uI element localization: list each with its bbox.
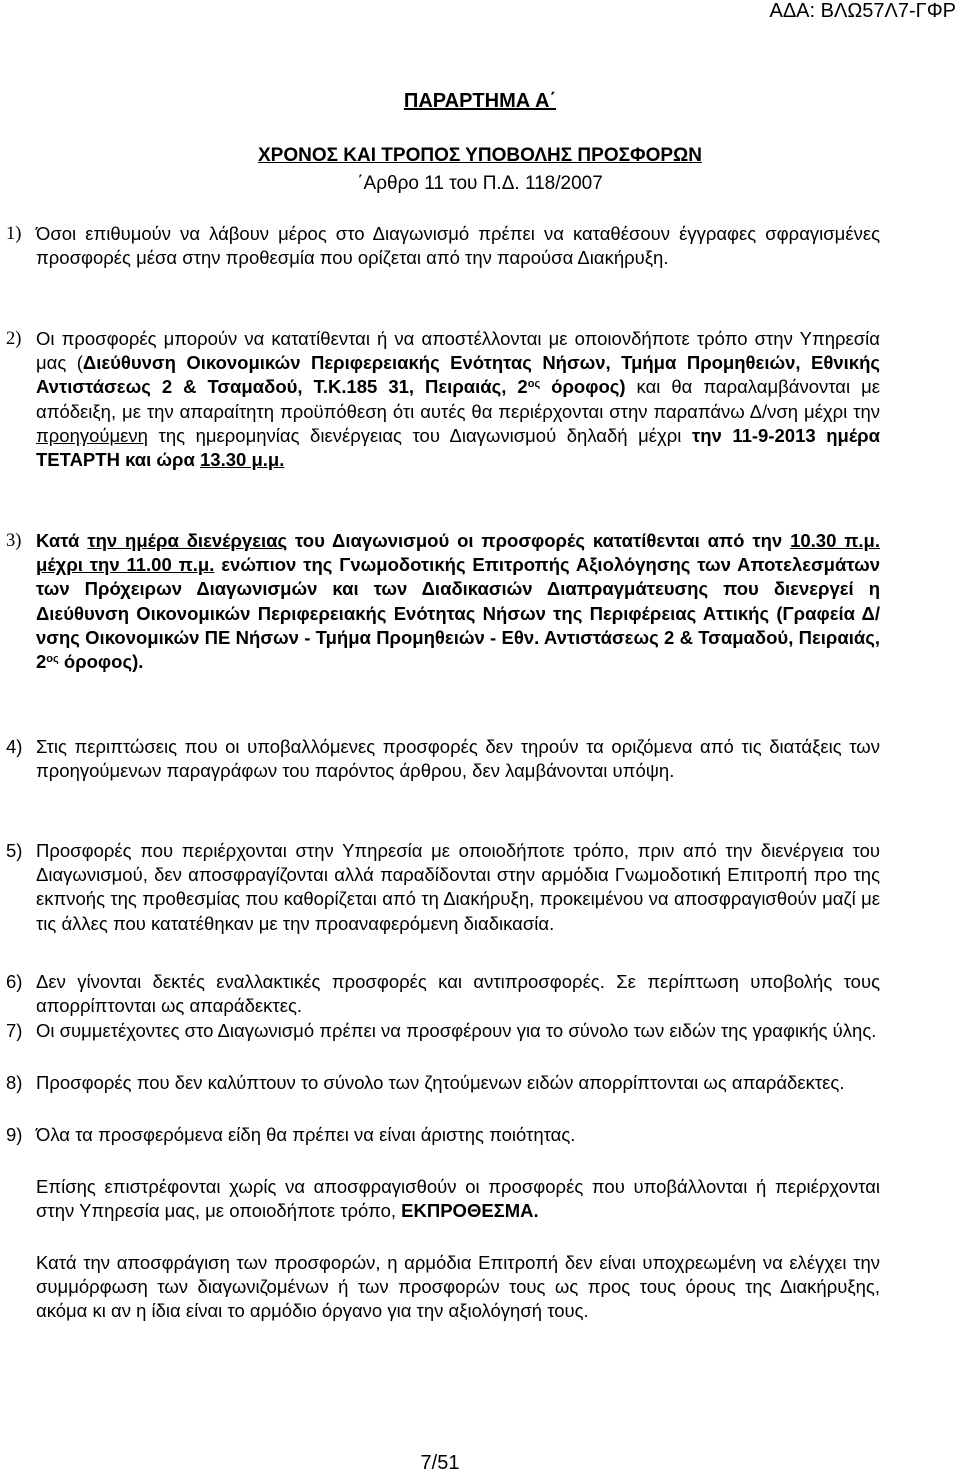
item-text: Όσοι επιθυμούν να λάβουν μέρος στο Διαγωνισμό πρέπει να καταθέσουν έγγραφες σφραγισμένες προσφορές μέσα στην προθεσμία που ορίζεται από την παρούσα Διακήρυξη. (36, 223, 880, 269)
ordinal-suffix: ος (46, 653, 59, 666)
item-number: 4) (6, 736, 23, 757)
item-text (36, 529, 880, 674)
item-text-part: Οι προσφορές μπορούν να κατατίθενται ή να αποστέλλονται με οποιονδήποτε τρόπο στην Υπηρεσία μας ( (36, 328, 880, 374)
annex-title: ΠΑΡΑΡΤΗΜΑ Α΄ (403, 90, 557, 112)
item-number: 2) (6, 329, 22, 349)
address-bold: Διεύθυνση Οικονομικών Περιφερειακής Ενότητας Νήσων, Τμήμα Προμηθειών, Εθνικής Αντιστάσεως 2 & Τσαμαδού, Τ.Κ.185 31, Πειραιάς, 2 (36, 352, 880, 398)
floor-bold: όροφος) (540, 376, 626, 398)
list-item-1 (6, 222, 880, 270)
item-text-part: και θα παραλαμβάνονται με απόδειξη, με την απαραίτητη προϋπόθεση ότι αυτές θα περιέρχονται στην παραπάνω Δ/νση μέχρι την (36, 376, 880, 422)
item-text-part: όροφος). (58, 651, 144, 673)
item-number: 1) (6, 224, 22, 244)
item-number: 9) (6, 1124, 23, 1145)
item-text: Όλα τα προσφερόμενα είδη θα πρέπει να είναι άριστης ποιότητας. (36, 1124, 576, 1145)
item-number: 5) (6, 840, 23, 861)
item-text-part: ενώπιον της Γνωμοδοτικής Επιτροπής Αξιολόγησης των Αποτελεσμάτων των Πρόχειρων Διαγωνισμών και των Διαδικασιών Διαπραγμάτευσης που διενεργεί η Διεύθυνση Οικονομικών Περιφερειακής Ενότητας Νήσων της Περιφέρειας Αττικής (Γραφεία Δ/νσης Οικονομικών ΠΕ Νήσων - Τμήμα Προμηθειών - Εθν. Αντιστάσεως 2 & Τσαμαδού, Πειραιάς, 2 (36, 554, 881, 673)
item-number: 6) (6, 971, 23, 992)
article-reference: ΄Αρθρο 11 του Π.Δ. 118/2007 (357, 173, 603, 194)
list-item-8 (6, 1071, 880, 1095)
late-label: ΕΚΠΡΟΘΕΣΜΑ. (401, 1200, 539, 1222)
page-number: 7/51 (420, 1452, 460, 1474)
item-text-part: της ημερομηνίας διενέργειας του Διαγωνισμού δηλαδή μέχρι (147, 424, 692, 446)
item-text-part: Κατά (36, 530, 88, 551)
item-text: Οι συμμετέχοντες στο Διαγωνισμό πρέπει να προσφέρουν για το σύνολο των ειδών της γραφικής ύλης. (36, 1020, 877, 1041)
paragraph-text: Επίσης επιστρέφονται χωρίς να αποσφραγισθούν οι προσφορές που υποβάλλονται ή περιέρχονται στην Υπηρεσία μας, με οποιοδήποτε τρόπο, (36, 1176, 880, 1222)
section-heading: ΧΡΟΝΟΣ ΚΑΙ ΤΡΟΠΟΣ ΥΠΟΒΟΛΗΣ ΠΡΟΣΦΟΡΩΝ (257, 145, 702, 166)
committee-paragraph: Κατά την αποσφράγιση των προσφορών, η αρμόδια Επιτροπή δεν είναι υποχρεωμένη να ελέγχει την συμμόρφωση των διαγωνιζομένων ή των προσφορών τους ως προς τους όρους της Διακήρυξης, ακόμα κι αν η ίδια είναι το αρμόδιο όργανο για την αξιολόγησή τους. (36, 1252, 880, 1322)
list-item-5 (6, 839, 880, 936)
item-text-part: του Διαγωνισμού οι προσφορές κατατίθενται από την (287, 530, 791, 551)
item-text: Προσφορές που δεν καλύπτουν το σύνολο των ζητούμενων ειδών απορρίπτονται ως απαράδεκτες. (36, 1072, 845, 1093)
item-number: 7) (6, 1020, 23, 1041)
list-item-7 (6, 1019, 880, 1043)
item-text: Δεν γίνονται δεκτές εναλλακτικές προσφορές και αντιπροσφορές. Σε περίπτωση υποβολής τους απορρίπτονται ως απαράδεκτες. (36, 971, 880, 1017)
conduct-day-underlined: την ημέρα διενέργειας (87, 530, 288, 551)
list-item-3 (6, 529, 880, 674)
item-text (36, 327, 880, 472)
item-text: Στις περιπτώσεις που οι υποβαλλόμενες προσφορές δεν τηρούν τα οριζόμενα από τις διατάξεις των προηγούμενων παραγράφων του παρόντος άρθρου, δεν λαμβάνονται υπόψη. (36, 736, 880, 782)
item-text: Προσφορές που περιέρχονται στην Υπηρεσία με οποιοδήποτε τρόπο, πριν από την διενέργεια του Διαγωνισμού, δεν αποσφραγίζονται αλλά παραδίδονται στην αρμόδια Γνωμοδοτική Επιτροπή προ της εκπνοής της προθεσμίας που καθορίζεται από τη Διακήρυξη, προκειμένου να αποσφραγισθούν μαζί με τις άλλες που κατατέθηκαν με την προαναφερόμενη διαδικασία. (36, 840, 880, 934)
ada-code: ΑΔΑ: ΒΛΩ57Λ7-ΓΦΡ (769, 0, 956, 22)
list-item-9 (6, 1123, 880, 1147)
deadline-time: 13.30 μ.μ. (200, 449, 285, 471)
item-number: 8) (6, 1072, 23, 1093)
previous-underlined: προηγούμενη (36, 424, 148, 446)
late-offers-paragraph (36, 1175, 880, 1223)
list-item-2 (6, 327, 880, 472)
submission-hours: 10.30 π.μ. μέχρι την 11.00 π.μ. (36, 530, 881, 576)
item-number: 3) (6, 531, 22, 551)
deadline-date: την 11-9-2013 ημέρα ΤΕΤΑΡΤΗ και ώρα (36, 424, 880, 471)
list-item-6 (6, 970, 880, 1018)
list-item-4 (6, 735, 880, 783)
ordinal-suffix: ος (527, 378, 541, 391)
